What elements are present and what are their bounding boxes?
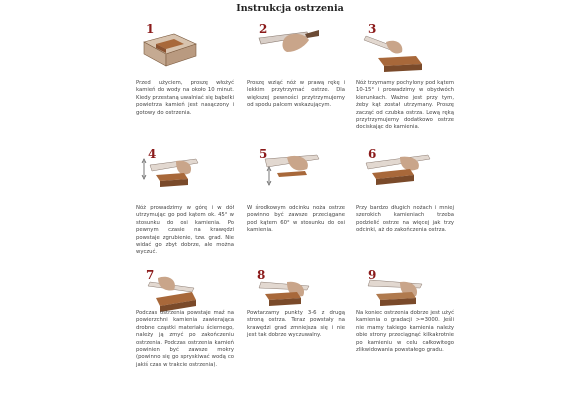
step-text: W środkowym odcinku noża ostrze powinno być zawsze przeciągane pod kątem 60° w stosunku do osi kamienia. [247, 205, 345, 234]
step-6 [356, 147, 521, 272]
step-number: 6 [368, 147, 377, 161]
step-number: 3 [368, 22, 377, 36]
step-number: 1 [146, 22, 155, 36]
step-text: Przy bardzo długich nożach i mniej szerokich kamieniach trzeba podzielić ostrze na więcej jak trzy odcinki, aż do zakończenia ostrza. [356, 205, 454, 234]
step-number: 5 [259, 147, 268, 161]
step-text: Przed użyciem, proszę włożyć kamień do wody na około 10 minut. Kiedy przestaną uwalniać się bąbelki powietrza kamień jest nasączony i gotowy do ostrzenia. [136, 80, 234, 116]
step-number: 9 [368, 268, 377, 282]
step-3 [356, 22, 521, 147]
step-9 [356, 268, 521, 393]
step-text: Podczas ostrzenia powstaje maź na powierzchni kamienia zawierająca drobne cząstki materiału ściernego, należy ją zmyć po zakończeniu ostrzenia. Podczas ostrzenia kamień powinien być zawsze mokry (powinno się go spryskiwać wodą co jakiś czas w trakcie ostrzenia). [136, 310, 234, 368]
step-text: Powtarzamy punkty 3-6 z drugą stroną ostrza. Teraz powstały na krawędzi grad zmniejsza się i nie jest tak dobrze wyczuwalny. [247, 310, 345, 339]
step-number: 2 [259, 22, 268, 36]
step-number: 4 [148, 147, 157, 161]
step-number: 7 [146, 268, 155, 282]
step-text: Nóż trzymamy pochylony pod kątem 10-15° i prowadzimy w obydwóch kierunkach. Ważne jest przy tym, żeby kąt został utrzymany. Proszę zacząć od czubka ostrza. Lewą ręką przytrzymujemy dodatkowo ostrze dociskając do kamienia. [356, 80, 454, 131]
step-text: Na koniec ostrzenia dobrze jest użyć kamienia o gradacji >=3000. Jeśli nie mamy takiego kamienia należy obie strony przeciągnąć kilkakrotnie po kamieniu w celu całkowitego zlikwidowania powstałego gradu. [356, 310, 454, 354]
step-text: Proszę wziąć nóż w prawą rękę i lekkim przytrzymać ostrze. Dla większej pewności przytrzymujemy od spodu palcem wskazującym. [247, 80, 345, 109]
page-title: Instrukcja ostrzenia [236, 3, 344, 14]
step-number: 8 [257, 268, 266, 282]
step-text: Nóż prowadzimy w górę i w dół utrzymując go pod kątem ok. 45° w stosunku do osi kamienia. Po pewnym czasie na krawędzi powstaje zgrubienie, tzw. grad. Nie widać go zbyt dobrze, ale można wyczuć. [136, 205, 234, 256]
